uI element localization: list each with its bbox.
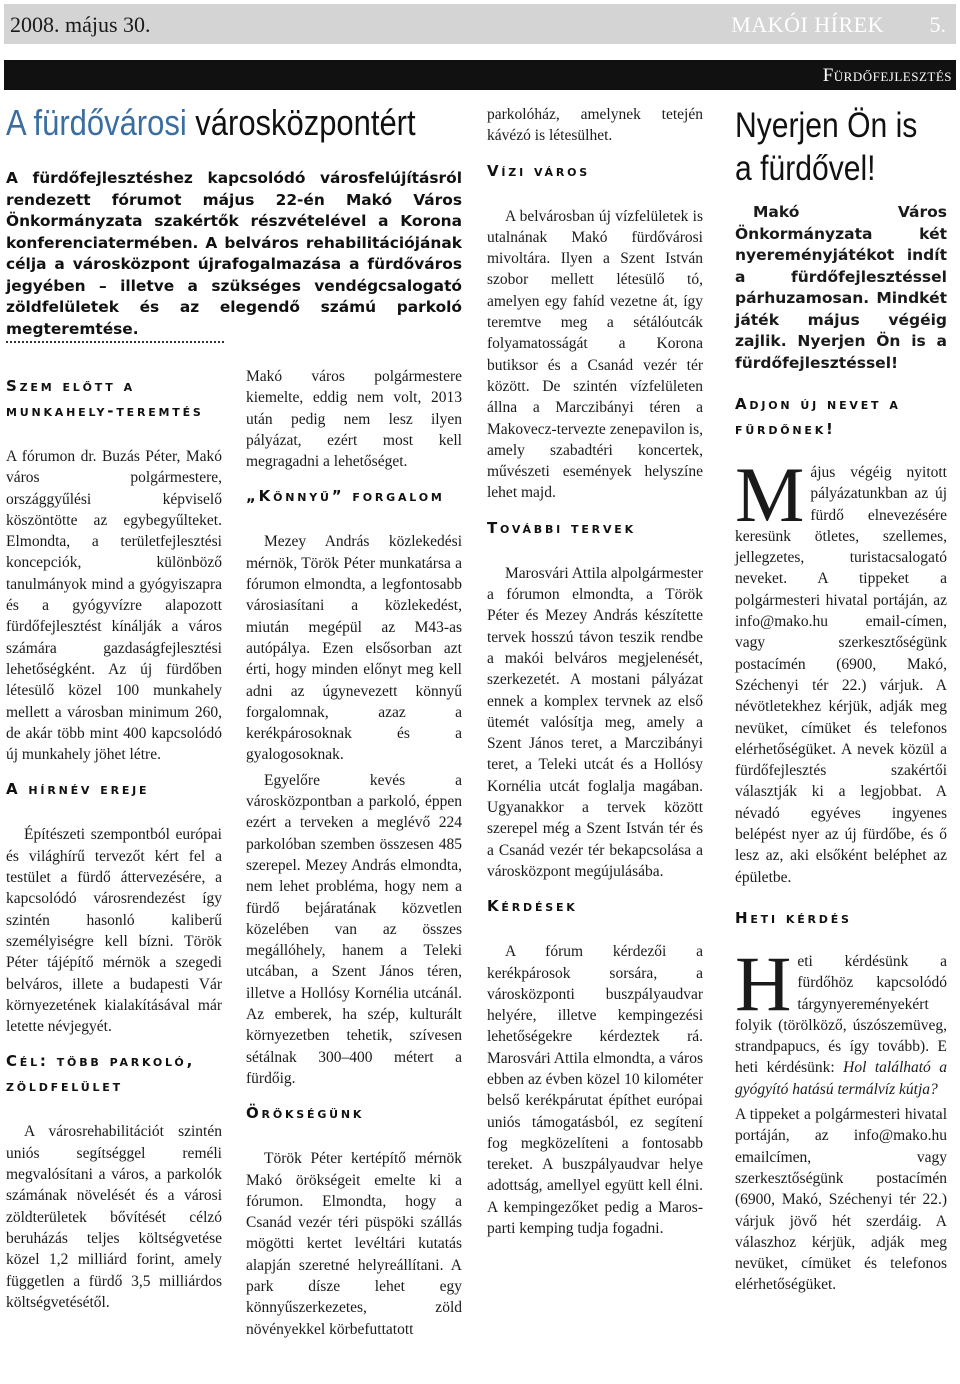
subheading: Adjon új nevet a fürdőnek! <box>735 395 901 438</box>
sidebar-column <box>735 104 947 1300</box>
column-1 <box>6 362 222 1317</box>
subheading: Szem előtt a munkahely-teremtés <box>6 377 204 420</box>
sidebar-lead: Makó Város Önkormányzata két nyereményjátékot indít a fürdőfejlesztéssel párhuzamosan. Mindkét játék május végéig zajlik. Nyerjen Ön is a fürdőfejlesztéssel! <box>735 203 947 372</box>
paragraph: Mezey András közlekedési mérnök, Török Péter munkatársa a fórumon elmondta, a legfontosabb városiasítani a közlekedést, miután megépül az M43-as autópálya. Ezen elsősorban azt érti, hogy minden előnyt meg kell adni az úgynevezett könnyű forgalomnak, azaz a kerékpárosoknak és a gyalogosoknak. <box>246 533 462 764</box>
subheading: A hírnév ereje <box>6 780 150 799</box>
paragraph: Makó város polgármestere kiemelte, eddig nem volt, 2013 után pedig nem lesz ilyen pályázat, ezért most kell megragadni a lehetőséget. <box>246 368 462 471</box>
paragraph: A városrehabilitációt szintén uniós segítséggel reméli megvalósítani a város, a parkolók számának növelését és a városi zöldterületek bővítését célzó beruházás teljes költségvetése közel 1,2 milliárd forint, amely független a fürdő 3,5 milliárdos költségvetésétől. <box>6 1123 222 1311</box>
paragraph: A belvárosban új vízfelületek is utalnának Makó fürdővárosi mivoltára. Ilyen a Szent István szobor mellett létesülő tó, amelyen egy fahíd vezetne át, így teremtve meg a sétálóutcák folyamatosságát a Korona butiksor és a Csanád vezér tér között. De szintén vízfelületen állna a Marczibányi téren a Makovecz-tervezte zenepavilon is, amely szabadtéri koncertek, művészeti események helyszíne lehet majd. <box>487 207 703 502</box>
paragraph: A fórum kérdezői a kerékpárosok sorsára, a városközponti buszpályaudvar helyére, illetve kempingezési lehetőségekre kérdeztek rá. Marosvári Attila elmondta, a város ebben az évben közel 10 kilométer belső kerékpárutat építhet európai uniós támogatásból, ez segítení fog megközelíteni a fontosabb tereket. A buszpályaudvar helye adottság, amellyel együtt kell élni. A kempingezőket pedig a Maros-parti kemping tudja fogadni. <box>487 943 703 1238</box>
paragraph-text: eti kérdésünk a fürdőhöz kapcsolódó tárgynyereményekért folyik (törölköző, úszószemüveg, strandpapucs, és így tovább). E heti kérdésünk: <box>735 952 947 1077</box>
header-bar <box>4 4 956 44</box>
paragraph: Török Péter kertépítő mérnök Makó örökségeit emelte ki a fórumon. Elmondta, hogy a Csanád vezér téri püspöki szállás mögötti kertet levéltári kutatás alapján szeretné helyreállítani. A park dísze lehet egy könnyűszerkezetes, zöld növényekkel körbefuttatott <box>246 1150 462 1338</box>
subheading: Kérdések <box>487 897 578 916</box>
sidebar-title <box>735 104 917 190</box>
sidebar-title-line2: a fürdővel! <box>735 149 876 188</box>
paragraph: Marosvári Attila alpolgármester a fórumon elmondta, a Török Péter és Mezey András készítette tervek hosszú távon teszik rendbe a makói belváros megjelenését, szerkezetét. A mostani pályázat ennek a komplex tervnek az első ütemét valósítja meg, amely a Szent János teret, a Marczibányi teret, a Teleki utcát és a Hollósy Kornélia utcát foglalja magában. Ugyanakkor a tervek között szerepel még a Szent István tér és a Csanád vezér tér bekapcsolása a városközpont megújulásába. <box>487 564 703 880</box>
drop-cap: M <box>735 451 805 538</box>
subheading: Heti kérdés <box>735 908 852 927</box>
magazine-name: MAKÓI HÍREK <box>731 12 884 37</box>
paragraph: parkolóház, amelynek tetején kávézó is létesülhet. <box>487 106 703 145</box>
subheading: Örökségünk <box>246 1104 365 1123</box>
paragraph: Építészeti szempontból európai és világhírű tervezőt kért fel a testület a fürdő áttervezésére, a kapcsolódó városrendezést így szintén hasonló kaliberű személyiségre kell bízni. Török Péter tájépítő mérnök a szegedi belváros, illete a budapesti Vár környezetének kialakításával már letette névjegyét. <box>6 826 222 1036</box>
paragraph <box>735 939 947 1100</box>
subheading: „Könnyű” forgalom <box>246 487 445 506</box>
column-3 <box>487 104 703 1243</box>
sidebar-title-line1: Nyerjen Ön is <box>735 106 918 145</box>
article-title-part1: A fürdővárosi <box>6 102 187 143</box>
subheading: További tervek <box>487 518 636 537</box>
weekly-question: Hol található a gyógyító hatású termálvíz kútja? <box>735 1059 947 1098</box>
issue-date: 2008. május 30. <box>10 12 151 37</box>
paragraph-text: ájus végéig nyitott pályázatunkban az új fürdő elnevezésére keresünk ötletes, szellemes, jellegzetes, turistacsalogató neveket. A tippeket a polgármesteri hivatal portáján, az info@mako.hu email-címen, vagy szerkesztőségünk postacímén (6900, Makó, Széchenyi tér 22.) várjuk. A névötletekhez kérjük, adják meg nevüket, címüket és telefonos elérhetőségüket. A nevek közül a fürdőfejlesztés szakértői választják ki a legjobbat. A névadó egyéves ingyenes belépést nyer az új fürdőbe, és ő lesz az, aki elsőként beléphet az épületbe. <box>735 464 947 886</box>
column-2 <box>246 366 462 1344</box>
paragraph <box>735 451 947 888</box>
paragraph: A tippeket a polgármesteri hivatal portáján, az info@mako.hu emailcímen, vagy szerkesztőségünk postacímén (6900, Makó, Széchenyi tér 22.) várjuk jövő hét szerdáig. A válaszhoz kérjük, adják meg nevüket, címüket és telefonos elérhetőségüket. <box>735 1106 947 1294</box>
drop-cap: H <box>735 939 792 1027</box>
page-number: 5. <box>929 12 946 37</box>
subheading: Cél: több parkoló, zöldfelület <box>6 1052 196 1096</box>
section-bar <box>4 60 956 90</box>
article-title <box>6 102 416 144</box>
article-title-part2: városközpontért <box>186 102 416 143</box>
article-lead: A fürdőfejlesztéshez kapcsolódó városfelújításról rendezett fórumot május 22-én Makó Város Önkormányzata szakértők részvételével a Korona konferenciatermében. A belváros rehabilitációjának célja a városközpont újrafogalmazása a fürdőváros jegyében – illetve a szükséges vendégcsalogató zöldfelületek és az elegendő számú parkoló megteremtése. <box>6 169 462 338</box>
paragraph: Egyelőre kevés a városközpontban a parkoló, éppen ezért a terveken a meglévő 224 parkolóban szemben összesen 485 szerepel. Mezey András elmondta, nem lehet probléma, hogy nem a fürdő bejáratának közvetlen közelében van az összes megállóhely, hanem a Teleki utcában, a Szent János téren, illetve a Hollósy Kornélia utcánál. Az emberek, ha szép, kulturált környezetben tehetik, szívesen sétálnak 300–400 métert a fürdőig. <box>246 771 462 1087</box>
section-name: Fürdőfejlesztés <box>822 65 952 86</box>
paragraph: A fórumon dr. Buzás Péter, Makó város polgármestere, országgyűlési képviselő köszöntötte az egybegyűlteket. Elmondta, a területfejlesztési koncepciók, különböző tanulmányok mind a gyógyiszapra és a gyógyvízre alapozott fürdőfejlesztést kínálják a város számára gazdaságfejlesztési lehetőségként. Az új fürdőben létesülő közel 100 munkahely mellett a városban minimum 260, de akár több mint 400 kapcsolódó új munkahely jöhet létre. <box>6 448 222 764</box>
dotted-divider <box>6 341 224 343</box>
subheading: Vízi város <box>487 161 591 180</box>
